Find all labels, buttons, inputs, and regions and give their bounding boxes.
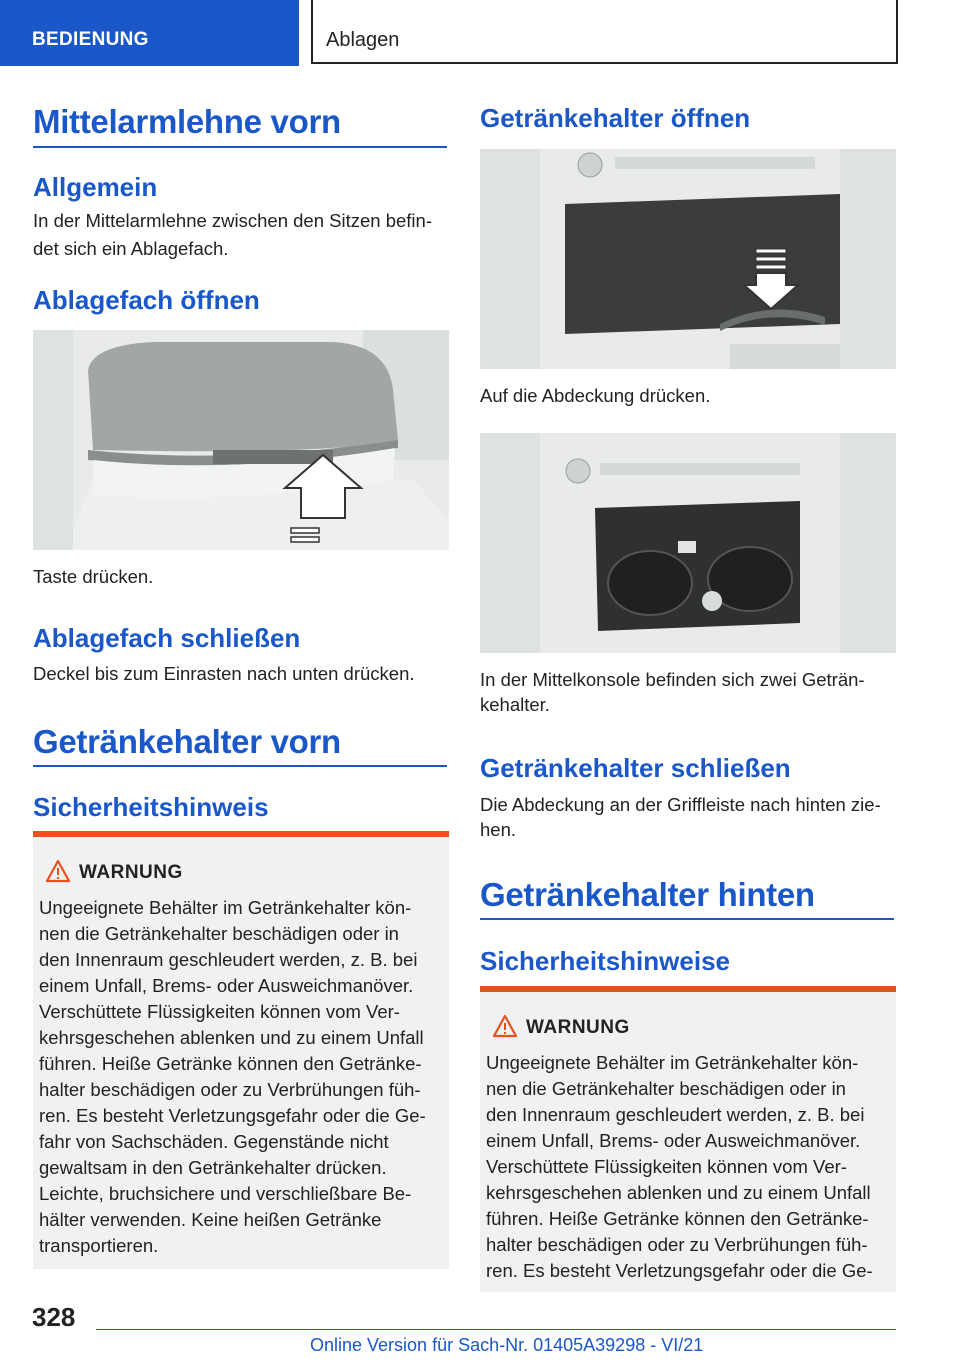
warning-line: fahr von Sachschäden. Gegenstände nicht — [39, 1131, 389, 1152]
footer-online-version: Online Version für Sach-Nr. 01405A39298 - VI/21 — [310, 1335, 704, 1355]
console-cover-photo — [480, 149, 896, 369]
warning-line: nen die Getränkehalter beschädigen oder in — [486, 1078, 846, 1099]
title-rule — [33, 765, 447, 767]
warning-text — [39, 895, 443, 1259]
warning-line: transportieren. — [39, 1235, 159, 1256]
warning-line: Verschüttete Flüssigkeiten können vom Ver- — [39, 1001, 400, 1022]
caption-taste: Taste drücken. — [33, 566, 154, 587]
warning-title: WARNUNG — [526, 1017, 630, 1038]
title-mittelarmlehne: Mittelarmlehne vorn — [33, 103, 341, 140]
warning-line: den Innenraum geschleudert werden, z. B. bei — [39, 949, 418, 970]
warning-line: Verschüttete Flüssigkeiten können vom Ver- — [486, 1156, 847, 1177]
warning-line: hälter verwenden. Keine heißen Getränke — [39, 1209, 382, 1230]
title-rule — [480, 918, 894, 920]
armrest-illustration — [33, 330, 449, 550]
title-getraenkehalter-hinten: Getränkehalter hinten — [480, 876, 815, 913]
paragraph-schliessen-1: Die Abdeckung an der Griffleiste nach hinten zie- — [480, 794, 881, 815]
cupholder-illustration — [480, 433, 896, 653]
paragraph-schliessen-2: hen. — [480, 819, 517, 840]
warning-line: gewaltsam in den Getränkehalter drücken. — [39, 1157, 387, 1178]
heading-sicherheitshinweise: Sicherheitshinweise — [480, 946, 730, 976]
armrest-photo — [33, 330, 449, 550]
caption-abdeckung: Auf die Abdeckung drücken. — [480, 385, 711, 406]
warning-triangle-icon — [492, 1014, 518, 1038]
warning-header — [480, 1014, 896, 1044]
title-getraenkehalter-vorn: Getränkehalter vorn — [33, 723, 341, 760]
warning-box — [33, 831, 449, 1269]
paragraph-mittelkonsole-2: kehalter. — [480, 694, 550, 715]
warning-line: Ungeeignete Behälter im Getränkehalter kön- — [39, 897, 412, 918]
chapter-box — [311, 0, 898, 64]
chapter-label: Ablagen — [326, 29, 400, 51]
heading-sicherheitshinweis: Sicherheitshinweis — [33, 792, 269, 822]
title-rule — [33, 146, 447, 148]
warning-line: ren. Es besteht Verletzungsgefahr oder die Ge- — [39, 1105, 426, 1126]
section-tab — [0, 0, 299, 66]
console-cover-illustration — [480, 149, 896, 369]
page-header — [0, 0, 960, 66]
heading-getraenkehalter-oeffnen: Getränkehalter öffnen — [480, 103, 751, 133]
warning-line: einem Unfall, Brems- oder Ausweichmanöver. — [39, 975, 414, 996]
warning-line: ren. Es besteht Verletzungsgefahr oder die Ge- — [486, 1260, 873, 1281]
warning-line: führen. Heiße Getränke können den Getränke- — [486, 1208, 869, 1229]
paragraph-schliessen: Deckel bis zum Einrasten nach unten drücken. — [33, 663, 415, 684]
heading-allgemein: Allgemein — [33, 172, 158, 202]
footer-rule — [96, 1329, 896, 1330]
heading-getraenkehalter-schliessen: Getränkehalter schließen — [480, 753, 791, 783]
warning-line: einem Unfall, Brems- oder Ausweichmanöver. — [486, 1130, 861, 1151]
warning-line: kehrsgeschehen ablenken und zu einem Unfall — [39, 1027, 424, 1048]
warning-line: den Innenraum geschleudert werden, z. B. bei — [486, 1104, 865, 1125]
warning-line: Ungeeignete Behälter im Getränkehalter kön- — [486, 1052, 859, 1073]
heading-ablagefach-schliessen: Ablagefach schließen — [33, 623, 301, 653]
cupholder-photo — [480, 433, 896, 653]
heading-ablagefach-oeffnen: Ablagefach öffnen — [33, 285, 260, 315]
warning-triangle-icon — [45, 859, 71, 883]
warning-title: WARNUNG — [79, 862, 183, 883]
warning-line: halter beschädigen oder zu Verbrühungen füh- — [39, 1079, 421, 1100]
paragraph-allgemein-2: det sich ein Ablagefach. — [33, 238, 229, 259]
paragraph-allgemein-1: In der Mittelarmlehne zwischen den Sitzen befin- — [33, 210, 432, 231]
page-number: 328 — [32, 1302, 76, 1332]
paragraph-mittelkonsole-1: In der Mittelkonsole befinden sich zwei Geträn- — [480, 669, 865, 690]
warning-box — [480, 986, 896, 1292]
warning-line: kehrsgeschehen ablenken und zu einem Unfall — [486, 1182, 871, 1203]
warning-header — [33, 859, 449, 889]
warning-line: führen. Heiße Getränke können den Getränke- — [39, 1053, 422, 1074]
warning-line: halter beschädigen oder zu Verbrühungen füh- — [486, 1234, 868, 1255]
warning-line: Leichte, bruchsichere und verschließbare Be- — [39, 1183, 412, 1204]
warning-line: nen die Getränkehalter beschädigen oder in — [39, 923, 399, 944]
warning-text — [486, 1050, 890, 1284]
section-label: BEDIENUNG — [32, 29, 149, 50]
